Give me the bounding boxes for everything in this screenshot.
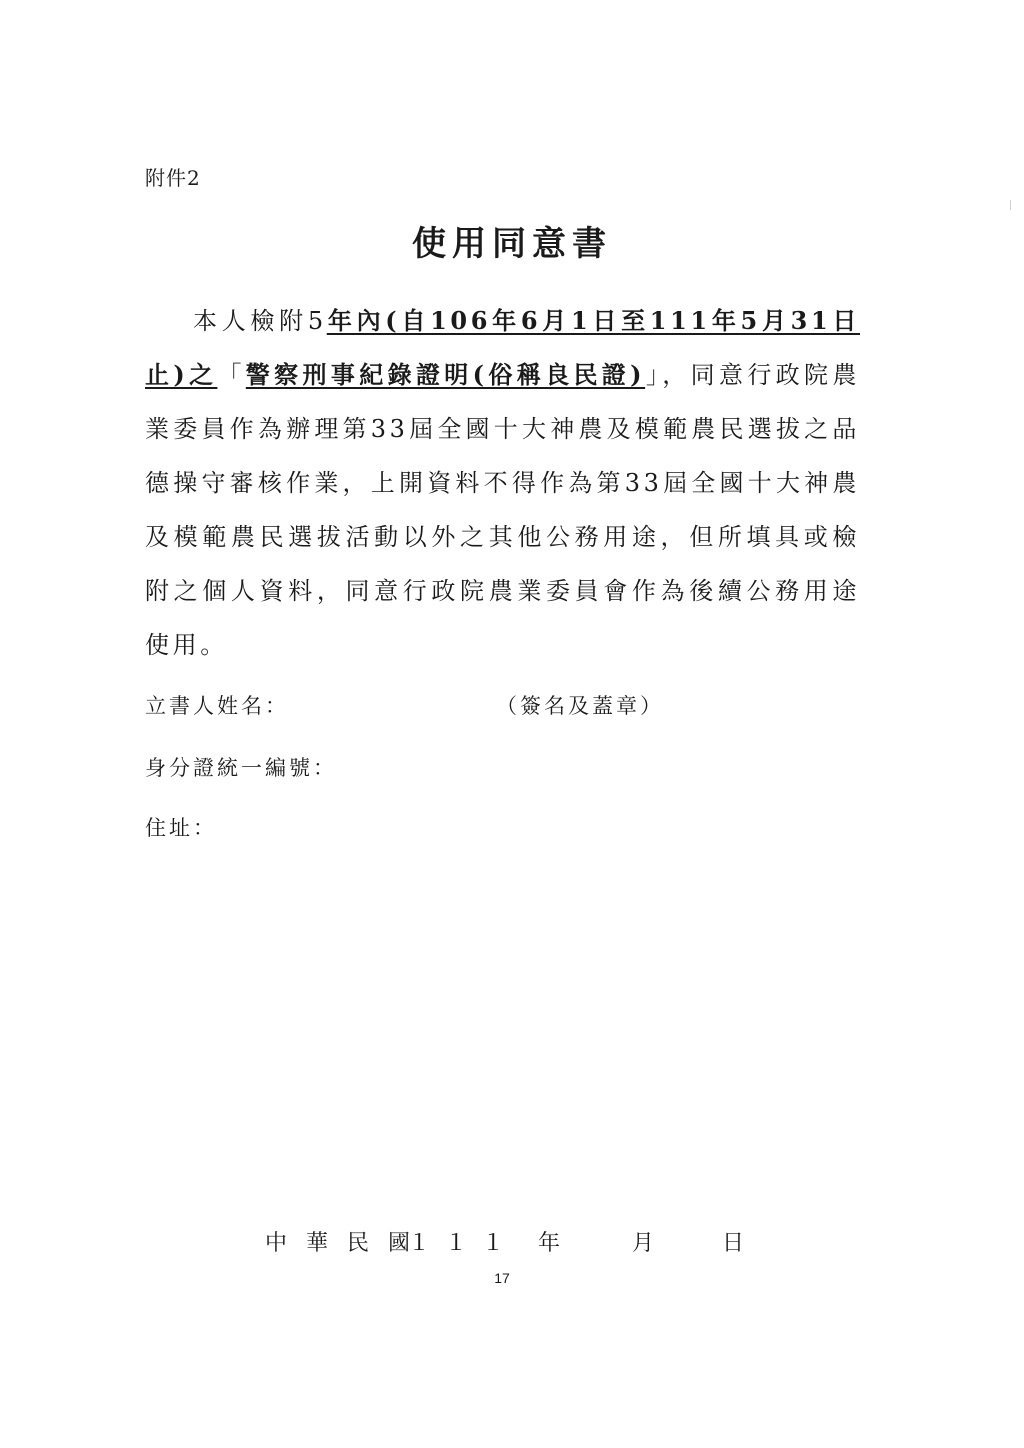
body-text-part2: 「 (217, 361, 246, 389)
body-text-part1: 本人檢附5 (193, 307, 327, 335)
id-number-label: 身分證統一編號： (145, 756, 337, 780)
attachment-label: 附件2 (145, 166, 201, 190)
body-emphasis-period: 年內(自106年6月1日至111年5月31日止)之 (145, 306, 860, 389)
address-label: 住址： (145, 816, 217, 840)
scan-edge-mark (1010, 200, 1011, 210)
body-text-part3: 」，同意行政院農業委員作為辦理第33屆全國十大神農及模範農民選拔之品德操守審核作業，上開資料不得作為第33屆全國十大神農及模範農民選拔活動以外之其他公務用途，但所填具或檢附之個人資料，同意行政院農業委員會作為後續公務用途使用。 (145, 361, 860, 659)
date-month-unit: 月 (632, 1231, 655, 1256)
signature-note: （簽名及蓋章） (496, 694, 664, 718)
document-title: 使用同意書 (412, 224, 612, 264)
date-year-unit: 年 (538, 1231, 561, 1256)
date-day-unit: 日 (722, 1231, 745, 1256)
date-era: 中 華 民 國 (265, 1231, 416, 1256)
page-number: 17 (494, 1270, 510, 1286)
date-year: １ １ １ (408, 1231, 508, 1256)
consent-paragraph (145, 294, 860, 672)
signer-name-label: 立書人姓名： (145, 694, 289, 718)
body-emphasis-certificate: 警察刑事紀錄證明(俗稱良民證) (245, 360, 646, 389)
